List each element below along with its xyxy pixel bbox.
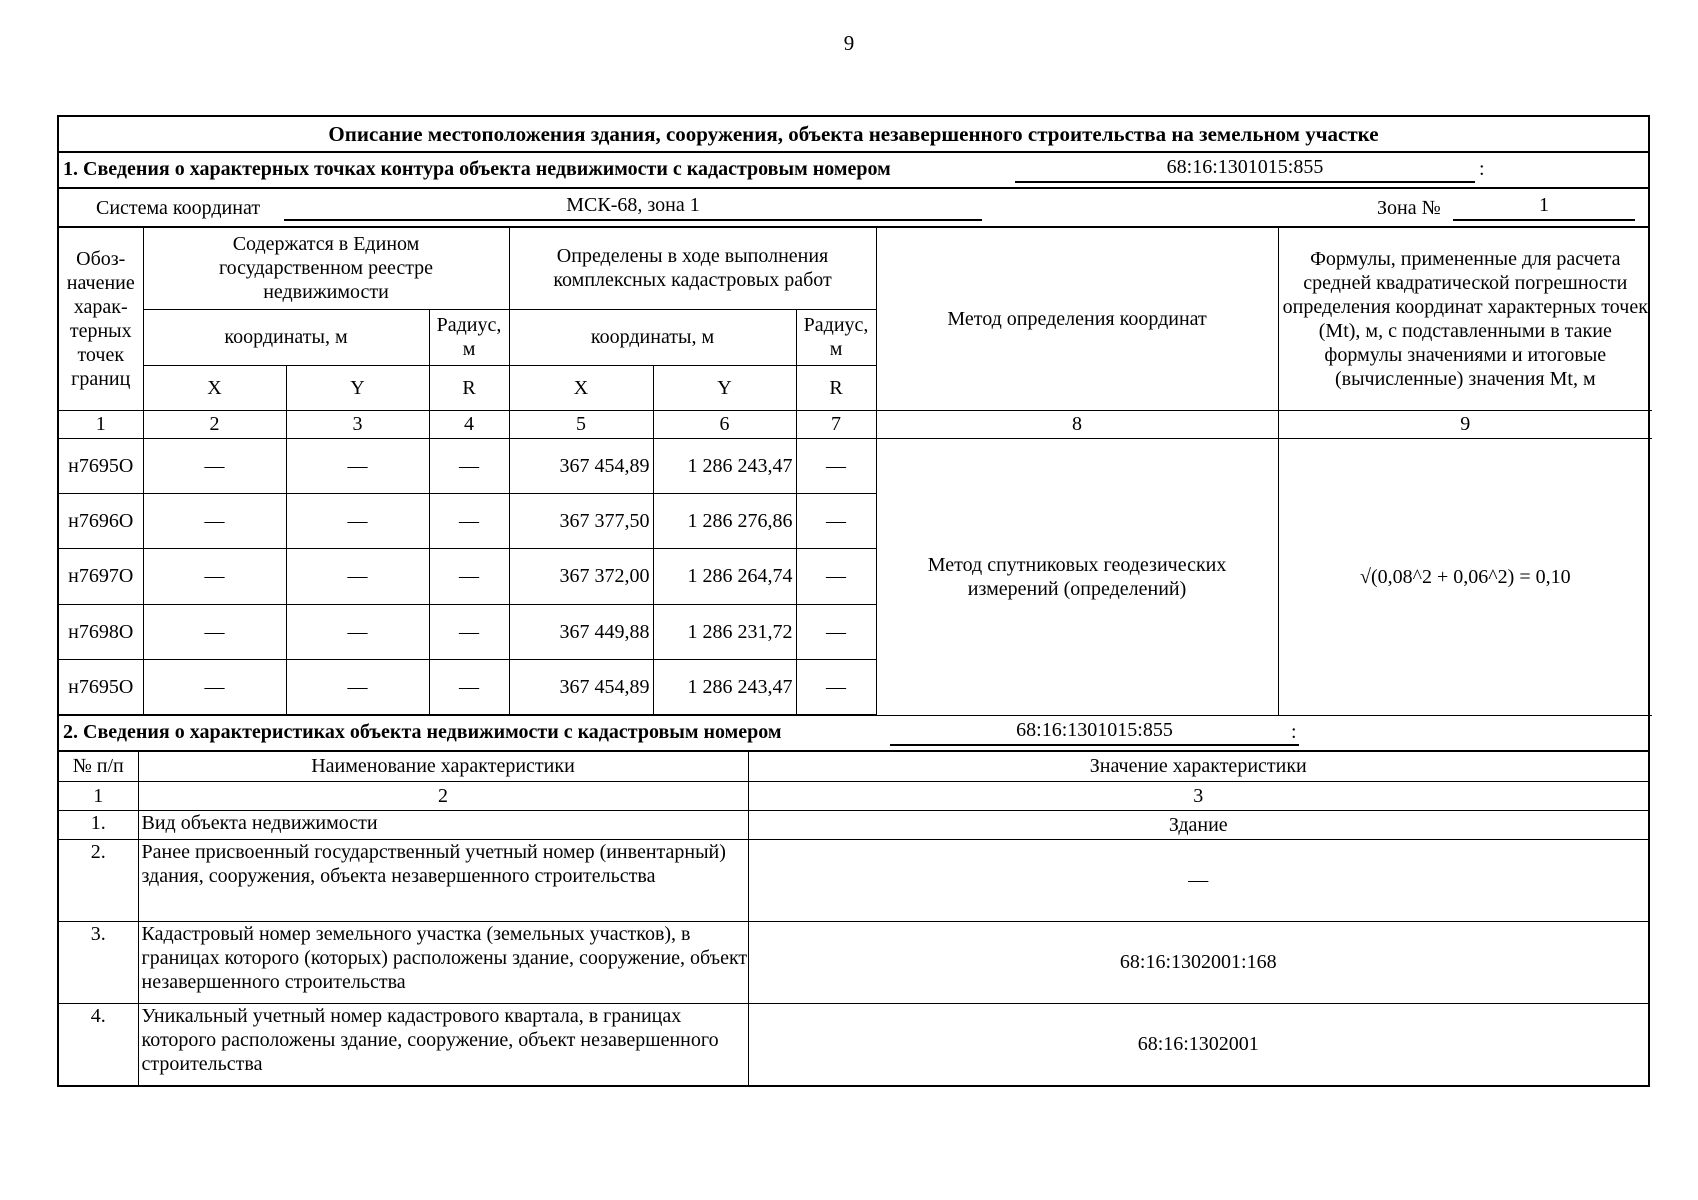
row-name: Уникальный учетный номер кадастрового квартала, в границах которого расположены здание, сооружение, объект незавершенного строительства	[138, 1003, 748, 1085]
points-table	[59, 228, 1652, 716]
zone-label: Зона №	[1377, 197, 1441, 219]
formula-value: √(0,08^2 + 0,06^2) = 0,10	[1278, 438, 1652, 715]
coord-system-label: Система координат	[96, 197, 261, 219]
section1-header	[59, 153, 1648, 189]
table-row	[59, 1003, 1648, 1085]
point-r-egrn: —	[429, 438, 509, 493]
row-value: 68:16:1302001:168	[748, 921, 1648, 1003]
point-y-egrn: —	[286, 438, 429, 493]
row-value: —	[748, 839, 1648, 921]
header-survey-r: R	[796, 365, 876, 410]
zone-value: 1	[1453, 192, 1635, 221]
point-name: н7696О	[59, 493, 143, 548]
point-y-egrn: —	[286, 548, 429, 604]
point-r-egrn: —	[429, 604, 509, 659]
section2-colon: :	[1291, 721, 1297, 743]
header-name: Наименование характеристики	[138, 752, 748, 781]
page-number: 9	[843, 31, 855, 55]
point-x-egrn: —	[143, 438, 286, 493]
point-r-egrn: —	[429, 493, 509, 548]
point-r: —	[796, 659, 876, 715]
method-value: Метод спутниковых геодезических измерений (определений)	[876, 438, 1278, 715]
point-r: —	[796, 438, 876, 493]
column-number: 3	[748, 781, 1648, 810]
point-x-egrn: —	[143, 659, 286, 715]
column-number: 2	[138, 781, 748, 810]
row-name: Ранее присвоенный государственный учетный номер (инвентарный) здания, сооружения, объекта незавершенного строительства	[138, 839, 748, 921]
row-num: 2.	[59, 839, 138, 921]
point-y: 1 286 264,74	[653, 548, 796, 604]
point-y: 1 286 243,47	[653, 438, 796, 493]
coord-system-row	[59, 189, 1648, 228]
row-name: Вид объекта недвижимости	[138, 810, 748, 839]
point-x-egrn: —	[143, 548, 286, 604]
column-number: 3	[286, 410, 429, 438]
header-survey-coords: координаты, м	[509, 309, 796, 365]
row-num: 4.	[59, 1003, 138, 1085]
column-number: 2	[143, 410, 286, 438]
point-y: 1 286 243,47	[653, 659, 796, 715]
header-egrn-group: Содержатся в Едином государственном реестре недвижимости	[143, 228, 509, 309]
row-value: Здание	[748, 810, 1648, 839]
section1-cadastral-number: 68:16:1301015:855	[1015, 154, 1475, 183]
point-x: 367 377,50	[509, 493, 653, 548]
column-number: 1	[59, 781, 138, 810]
header-egrn-radius: Радиус, м	[429, 309, 509, 365]
table-row	[59, 921, 1648, 1003]
header-survey-y: Y	[653, 365, 796, 410]
header-egrn-r: R	[429, 365, 509, 410]
point-name: н7695О	[59, 659, 143, 715]
section2-label: 2. Сведения о характеристиках объекта недвижимости с кадастровым номером	[63, 721, 782, 743]
column-number: 6	[653, 410, 796, 438]
column-number: 4	[429, 410, 509, 438]
point-y: 1 286 231,72	[653, 604, 796, 659]
point-x-egrn: —	[143, 604, 286, 659]
point-y: 1 286 276,86	[653, 493, 796, 548]
column-number: 7	[796, 410, 876, 438]
coord-system-value: МСК-68, зона 1	[284, 192, 982, 221]
table-row	[59, 839, 1648, 921]
point-x: 367 454,89	[509, 438, 653, 493]
column-number: 8	[876, 410, 1278, 438]
point-name: н7695О	[59, 438, 143, 493]
point-r: —	[796, 548, 876, 604]
point-y-egrn: —	[286, 604, 429, 659]
header-survey-group: Определены в ходе выполнения комплексных кадастровых работ	[509, 228, 876, 309]
point-y-egrn: —	[286, 493, 429, 548]
section1-label: 1. Сведения о характерных точках контура объекта недвижимости с кадастровым номером	[63, 158, 891, 180]
header-egrn-coords: координаты, м	[143, 309, 429, 365]
header-formula: Формулы, примененные для расчета средней квадратической погрешности определения координат характерных точек (Mt), м, с подставленными в такие формулы значениями и итоговые (вычисленные) значения Mt, м	[1278, 228, 1652, 410]
row-num: 3.	[59, 921, 138, 1003]
table-row	[59, 810, 1648, 839]
point-r-egrn: —	[429, 548, 509, 604]
header-point-designation: Обоз- начение харак- терных точек границ	[59, 228, 143, 410]
point-x: 367 454,89	[509, 659, 653, 715]
point-r-egrn: —	[429, 659, 509, 715]
row-value: 68:16:1302001	[748, 1003, 1648, 1085]
point-name: н7697О	[59, 548, 143, 604]
section1-colon: :	[1479, 158, 1485, 180]
header-value: Значение характеристики	[748, 752, 1648, 781]
characteristics-table	[59, 752, 1648, 1085]
point-x-egrn: —	[143, 493, 286, 548]
header-num: № п/п	[59, 752, 138, 781]
header-survey-x: X	[509, 365, 653, 410]
point-name: н7698О	[59, 604, 143, 659]
table-row	[59, 438, 1652, 493]
header-egrn-x: X	[143, 365, 286, 410]
row-name: Кадастровый номер земельного участка (земельных участков), в границах которого (которых) расположены здание, сооружение, объект незавершенного строительства	[138, 921, 748, 1003]
section2-cadastral-number: 68:16:1301015:855	[890, 717, 1299, 746]
document-frame	[57, 115, 1650, 1087]
column-number: 1	[59, 410, 143, 438]
document-title: Описание местоположения здания, сооружения, объекта незавершенного строительства на земельном участке	[59, 117, 1648, 153]
header-egrn-y: Y	[286, 365, 429, 410]
column-number: 9	[1278, 410, 1652, 438]
point-x: 367 449,88	[509, 604, 653, 659]
section2-header	[59, 716, 1648, 752]
point-y-egrn: —	[286, 659, 429, 715]
column-number: 5	[509, 410, 653, 438]
header-survey-radius: Радиус, м	[796, 309, 876, 365]
header-method: Метод определения координат	[876, 228, 1278, 410]
point-x: 367 372,00	[509, 548, 653, 604]
row-num: 1.	[59, 810, 138, 839]
point-r: —	[796, 493, 876, 548]
point-r: —	[796, 604, 876, 659]
